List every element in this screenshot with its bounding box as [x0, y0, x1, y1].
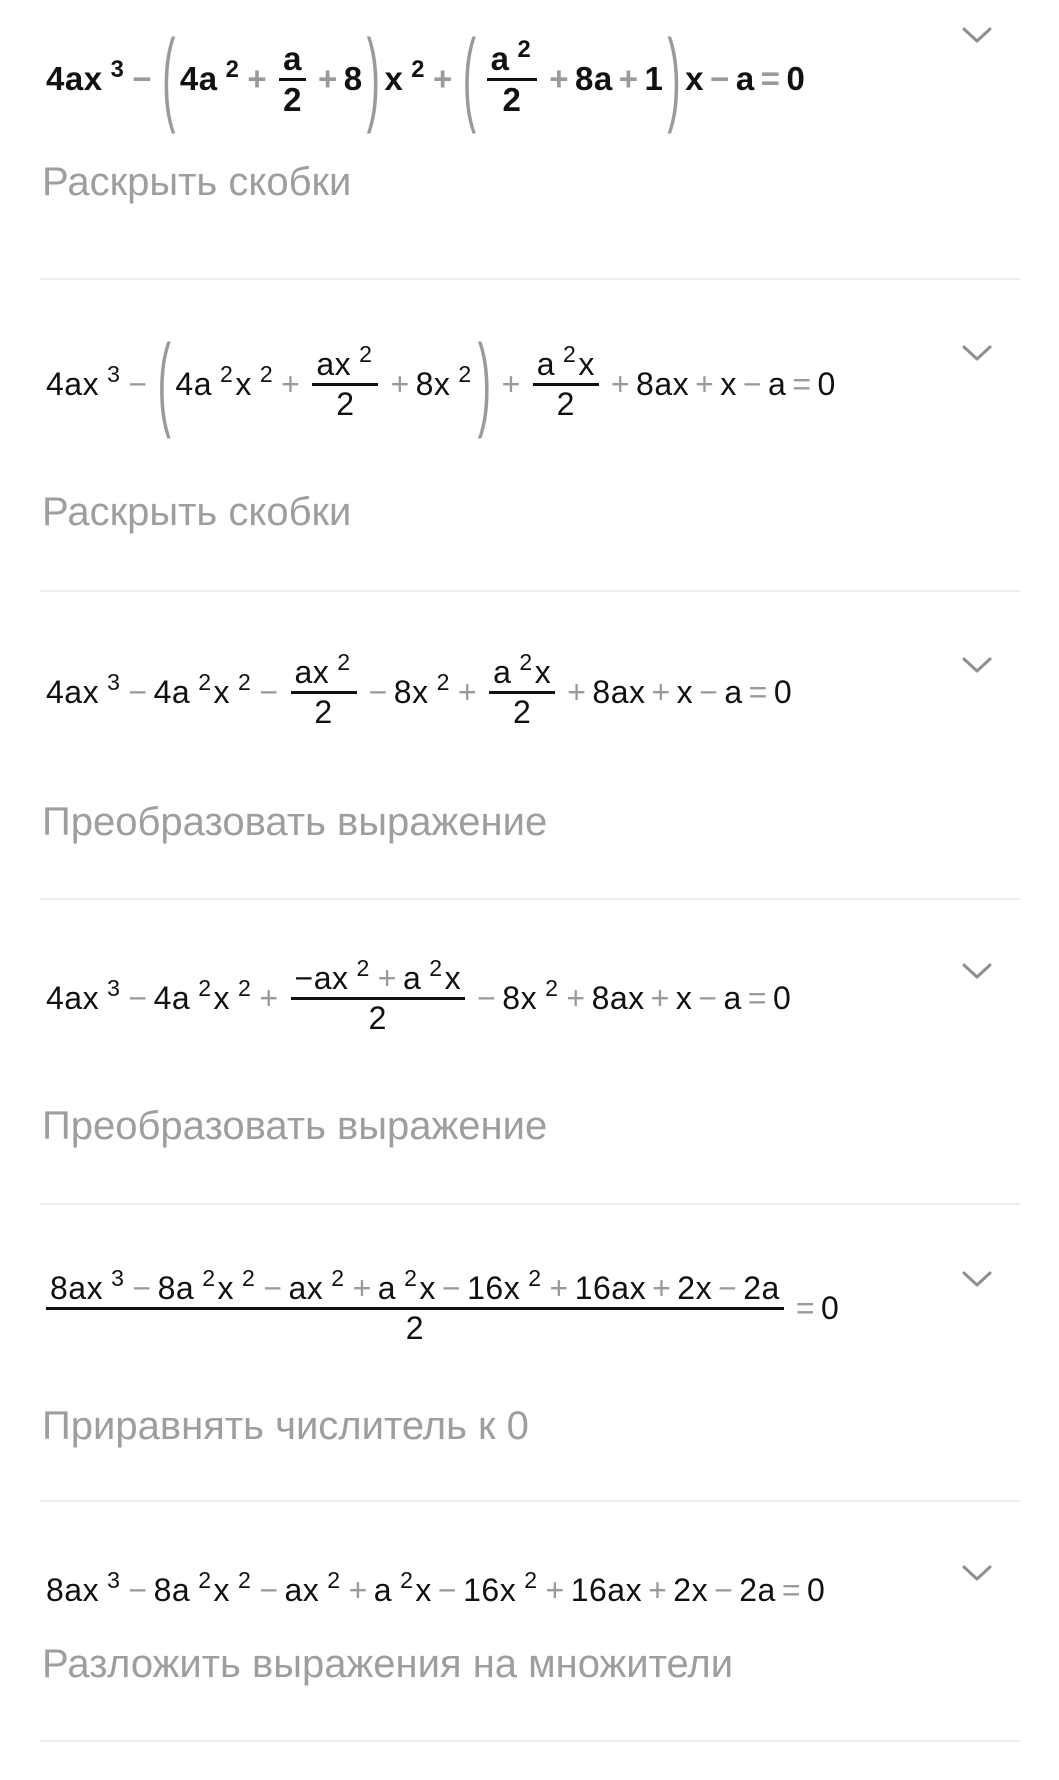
step-3-formula: 4ax $^3$ − 4a $^2$x $^2$ − $\frac{ax ^2}{2}$ − 8x $^2$ + $\frac{a ^2x}{2}$ + 8ax + x − a = 0	[46, 649, 793, 730]
chevron-down-icon[interactable]	[960, 648, 994, 682]
step-1-formula: 4ax $^3$ − ( 4a $^2$ + $\frac{a}{2}$ + 8 ) x $^2$ + ( $\frac{a ^2}{2}$ + 8a + 1 ) x − a = 0	[46, 20, 806, 136]
chevron-down-icon[interactable]	[960, 1262, 994, 1296]
divider	[40, 1203, 1020, 1205]
step-2-caption: Раскрыть скобки	[42, 490, 352, 534]
divider	[40, 590, 1020, 592]
step-5-formula: $\frac{8ax ^3 - 8a ^2x ^2 - ax ^2 + a ^2x - 16x ^2 + 16ax + 2x - 2a}{2}$ = 0	[46, 1270, 839, 1347]
step-1-caption: Раскрыть скобки	[42, 160, 352, 204]
chevron-down-icon[interactable]	[960, 336, 994, 370]
step-6-formula: 8ax $^3$ − 8a $^2$x $^2$ − ax $^2$ + a $^2$x − 16x $^2$ + 16ax + 2x − 2a = 0	[46, 1567, 826, 1608]
chevron-down-icon[interactable]	[960, 954, 994, 988]
divider	[40, 898, 1020, 900]
chevron-down-icon[interactable]	[960, 18, 994, 52]
step-3-caption: Преобразовать выражение	[42, 800, 548, 844]
divider	[40, 278, 1020, 280]
step-2-formula: 4ax $^3$ − ( 4a $^2$x $^2$ + $\frac{ax ^2}{2}$ + 8x $^2$ ) + $\frac{a ^2x}{2}$ + 8ax + x − a = 0	[46, 325, 836, 441]
divider	[40, 1740, 1020, 1742]
step-5-caption: Приравнять числитель к 0	[42, 1404, 529, 1448]
step-4-caption: Преобразовать выражение	[42, 1104, 548, 1148]
divider	[40, 1500, 1020, 1502]
chevron-down-icon[interactable]	[960, 1556, 994, 1590]
step-6-caption: Разложить выражения на множители	[42, 1642, 734, 1686]
step-4-formula: 4ax $^3$ − 4a $^2$x $^2$ + $\frac{-ax ^2 + a ^2x}{2}$ − 8x $^2$ + 8ax + x − a = 0	[46, 955, 792, 1036]
